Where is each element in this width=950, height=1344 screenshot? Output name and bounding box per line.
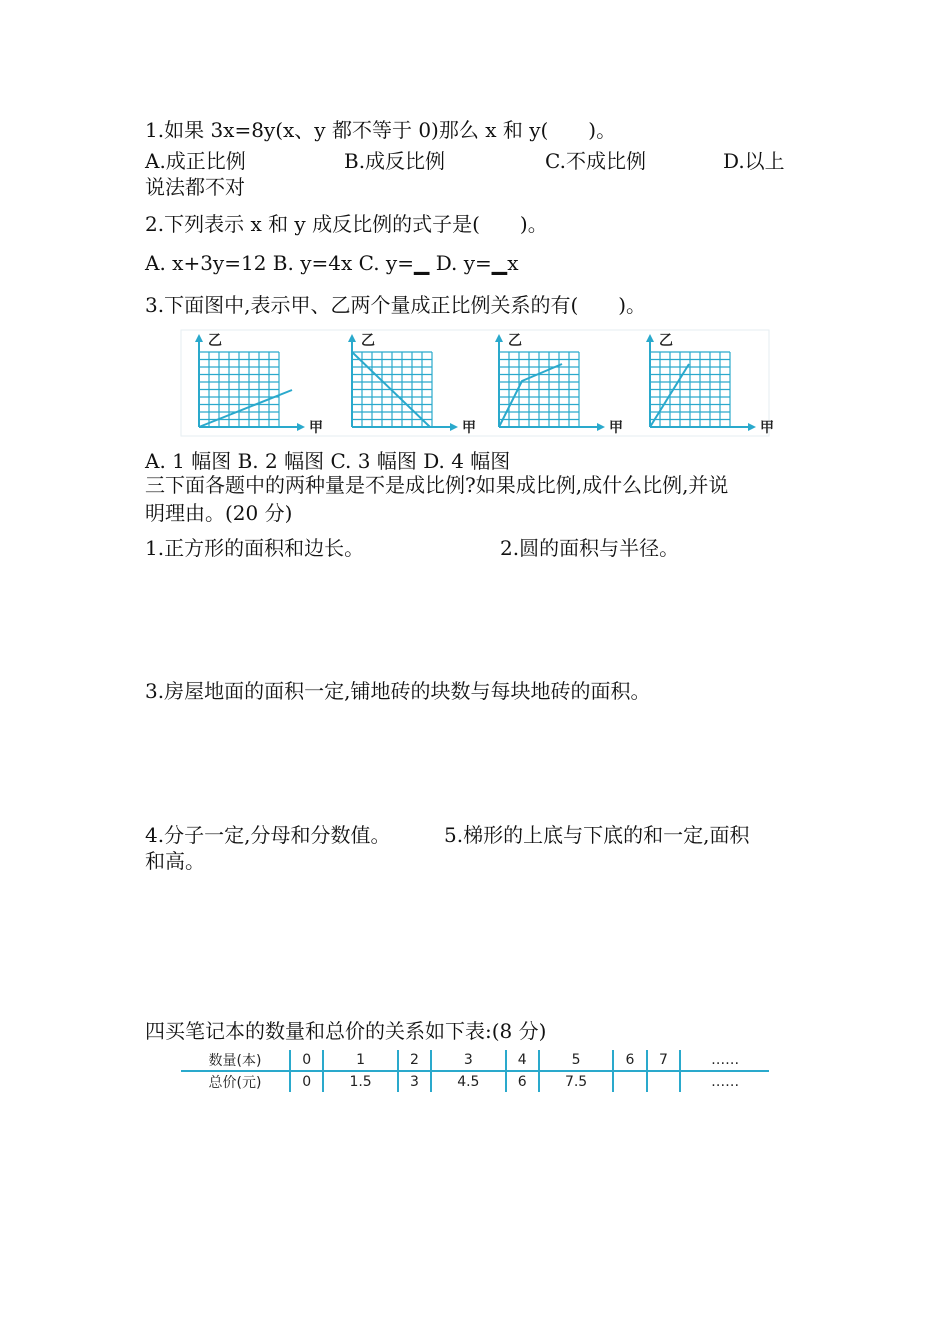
section3-item-1: 1.正方形的面积和边长。 [145, 536, 365, 560]
table-cell: 7.5 [539, 1071, 613, 1092]
y-axis-label: 乙 [508, 333, 522, 349]
table-cell: 4 [506, 1050, 539, 1071]
table-cell: 3 [431, 1050, 505, 1071]
table-cell: 0 [290, 1071, 323, 1092]
price-table [181, 1050, 769, 1092]
q3-graphs [181, 330, 774, 436]
table-cell: 6 [613, 1050, 646, 1071]
table-cell: 6 [506, 1071, 539, 1092]
x-axis-label: 甲 [760, 420, 774, 436]
y-axis-label: 乙 [361, 333, 375, 349]
section4-heading: 四买笔记本的数量和总价的关系如下表:(8 分) [145, 1019, 547, 1043]
table-cell: 总价(元) [208, 1075, 262, 1091]
q1-option-d-cont: 说法都不对 [145, 175, 245, 199]
table-cell: 数量(本) [181, 1050, 290, 1071]
x-axis-label: 甲 [309, 420, 323, 436]
table-cell: 1 [323, 1050, 397, 1071]
table-row-quantity [181, 1050, 769, 1071]
table-cell: …… [680, 1050, 769, 1071]
x-axis-label: 甲 [609, 420, 623, 436]
section3-item-2: 2.圆的面积与半径。 [500, 536, 680, 560]
section3-item-4: 4.分子一定,分母和分数值。 [145, 823, 391, 847]
table-row-total [181, 1071, 769, 1092]
section3-item-3: 3.房屋地面的面积一定,铺地砖的块数与每块地砖的面积。 [145, 679, 651, 703]
x-axis-label: 甲 [462, 420, 476, 436]
table-cell [613, 1071, 646, 1092]
q1-option-b: B.成反比例 [344, 149, 446, 173]
table-cell: 2 [398, 1050, 431, 1071]
q2-options: A. x+3y=12 B. y=4x C. y=▁ D. y=▁x [145, 251, 519, 275]
q3-options: A. 1 幅图 B. 2 幅图 C. 3 幅图 D. 4 幅图 [145, 449, 511, 473]
table-cell: …… [680, 1071, 769, 1092]
q1-option-c: C.不成比例 [545, 149, 646, 173]
table-cell [647, 1071, 680, 1092]
y-axis-label: 乙 [659, 333, 673, 349]
table-cell: 0 [290, 1050, 323, 1071]
section3-heading: 三下面各题中的两种量是不是成比例?如果成比例,成什么比例,并说 [145, 473, 729, 497]
table-cell: 7 [647, 1050, 680, 1071]
table-cell: 5 [539, 1050, 613, 1071]
section3-item-5-cont: 和高。 [145, 849, 205, 873]
q1-stem: 1.如果 3x=8y(x、y 都不等于 0)那么 x 和 y( )。 [145, 118, 617, 142]
q2-stem: 2.下列表示 x 和 y 成反比例的式子是( )。 [145, 212, 548, 236]
q1-option-a: A.成正比例 [145, 149, 246, 173]
q1-option-d: D.以上 [723, 149, 785, 173]
y-axis-label: 乙 [208, 333, 222, 349]
table-cell: 4.5 [431, 1071, 505, 1092]
section3-item-5: 5.梯形的上底与下底的和一定,面积 [444, 823, 750, 847]
table-cell: 3 [398, 1071, 431, 1092]
table-cell: 1.5 [323, 1071, 397, 1092]
section3-heading-cont: 明理由。(20 分) [145, 501, 293, 525]
q3-stem: 3.下面图中,表示甲、乙两个量成正比例关系的有( )。 [145, 293, 647, 317]
